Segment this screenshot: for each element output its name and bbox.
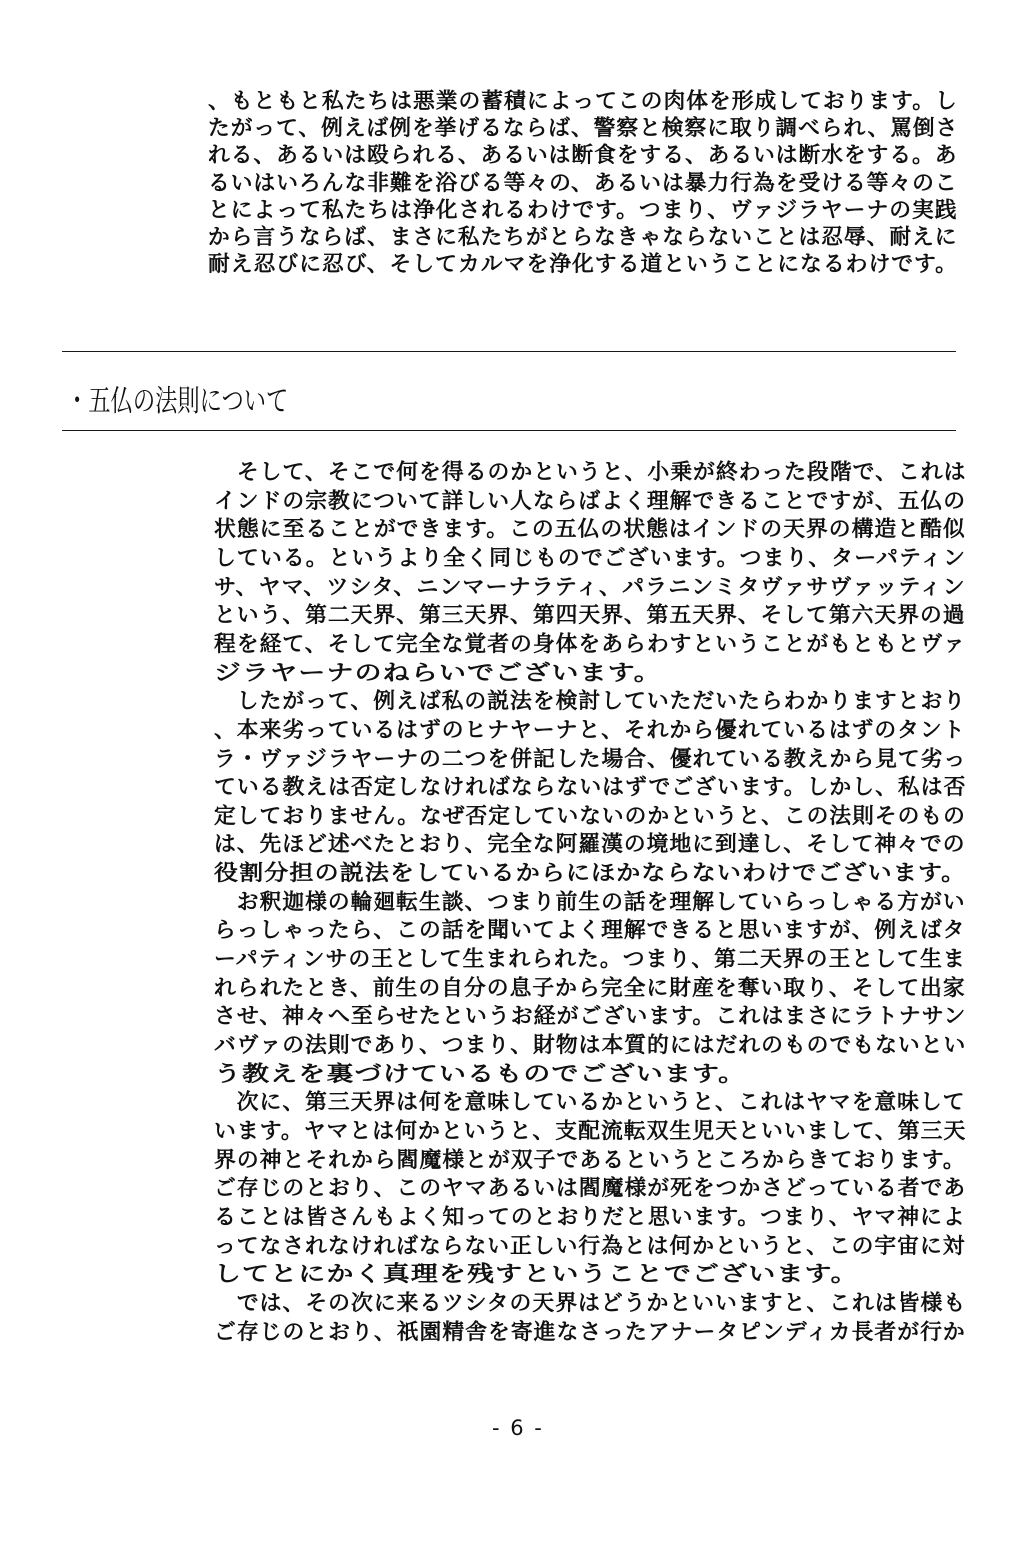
text-line: ご存じのとおり、祇園精舎を寄進なさったアナータピンディカ長者が行か xyxy=(214,1319,966,1345)
text-line: らっしゃったら、この話を聞いてよく理解できると思いますが、例えばタ xyxy=(214,918,966,944)
text-line: お釈迦様の輪廻転生談、つまり前生の話を理解していらっしゃる方がい xyxy=(214,889,966,915)
text-line: は、先ほど述べたとおり、完全な阿羅漢の境地に到達し、そして神々での xyxy=(214,832,966,858)
text-line: という、第二天界、第三天界、第四天界、第五天界、そして第六天界の過 xyxy=(214,603,966,629)
text-line: 界の神とそれから閻魔様とが双子であるというところからきております。 xyxy=(214,1147,966,1173)
text-line: 耐え忍びに忍び、そしてカルマを浄化する道ということになるわけです。 xyxy=(208,252,958,278)
text-line: ご存じのとおり、このヤマあるいは閻魔様が死をつかさどっている者であ xyxy=(214,1176,967,1202)
text-line: 、もともと私たちは悪業の蓄積によってこの肉体を形成しております。し xyxy=(208,89,958,114)
text-line: 程を経て、そして完全な覚者の身体をあらわすということがもともとヴァ xyxy=(214,631,966,657)
text-line: では、その次に来るツシタの天界はどうかといいますと、これは皆様も xyxy=(214,1290,967,1316)
text-line: たがって、例えば例を挙げるならば、警察と検察に取り調べられ、罵倒さ xyxy=(208,116,959,142)
text-line: う教えを裏づけているものでございます。 xyxy=(214,1061,747,1087)
text-line: 、本来劣っているはずのヒナヤーナと、それから優れているはずのタント xyxy=(214,717,966,743)
text-line: 定しておりません。なぜ否定していないのかというと、この法則そのもの xyxy=(214,803,966,829)
section-heading: ・五仏の法則について xyxy=(66,384,289,419)
text-line: してとにかく真理を残すということでございます。 xyxy=(214,1262,859,1288)
text-line: 役割分担の説法をしているからにほかならないわけでございます。 xyxy=(214,861,967,887)
text-line: そして、そこで何を得るのかというと、小乗が終わった段階で、これは xyxy=(214,460,967,485)
text-line: 次に、第三天界は何を意味しているかというと、これはヤマを意味して xyxy=(214,1090,966,1116)
text-line: させ、神々へ至らせたというお経がございます。これはまさにラトナサン xyxy=(214,1004,967,1030)
text-line: います。ヤマとは何かというと、支配流転双生児天といいまして、第三天 xyxy=(214,1118,967,1144)
text-line: したがって、例えば私の説法を検討していただいたらわかりますとおり xyxy=(214,689,967,715)
text-line: れる、あるいは殴られる、あるいは断食をする、あるいは断水をする。あ xyxy=(208,143,958,169)
heading-top-rule xyxy=(62,351,956,352)
text-line: ーパティンサの王として生まれられた。つまり、第二天界の王として生ま xyxy=(214,947,966,973)
text-line: している。というより全く同じものでございます。つまり、ターパティン xyxy=(214,545,967,571)
text-line: ることは皆さんもよく知ってのとおりだと思います。つまり、ヤマ神によ xyxy=(214,1204,966,1230)
text-line: れられたとき、前生の自分の息子から完全に財産を奪い取り、そして出家 xyxy=(214,975,966,1001)
heading-bottom-rule xyxy=(62,430,956,431)
text-line: とによって私たちは浄化されるわけです。つまり、ヴァジラヤーナの実践 xyxy=(208,197,958,223)
text-line: サ、ヤマ、ツシタ、ニンマーナラティ、パラニンミタヴァサヴァッティン xyxy=(214,574,966,600)
text-line: から言うならば、まさに私たちがとらなきゃならないことは忍辱、耐えに xyxy=(208,225,958,250)
text-line: ってなされなければならない正しい行為とは何かというと、この宇宙に対 xyxy=(214,1233,966,1259)
text-line: ている教えは否定しなければならないはずでございます。しかし、私は否 xyxy=(214,775,967,801)
text-line: ジラヤーナのねらいでございます。 xyxy=(214,660,662,686)
text-line: るいはいろんな非難を浴びる等々の、あるいは暴力行為を受ける等々のこ xyxy=(208,170,958,196)
text-line: インドの宗教について詳しい人ならばよく理解できることですが、五仏の xyxy=(214,488,967,514)
text-line: バヴァの法則であり、つまり、財物は本質的にはだれのものでもないとい xyxy=(214,1033,967,1058)
text-line: 状態に至ることができます。この五仏の状態はインドの天界の構造と酷似 xyxy=(214,517,966,543)
text-line: ラ・ヴァジラヤーナの二つを併記した場合、優れている教えから見て劣っ xyxy=(214,746,967,772)
page-number: - 6 - xyxy=(492,1416,544,1440)
